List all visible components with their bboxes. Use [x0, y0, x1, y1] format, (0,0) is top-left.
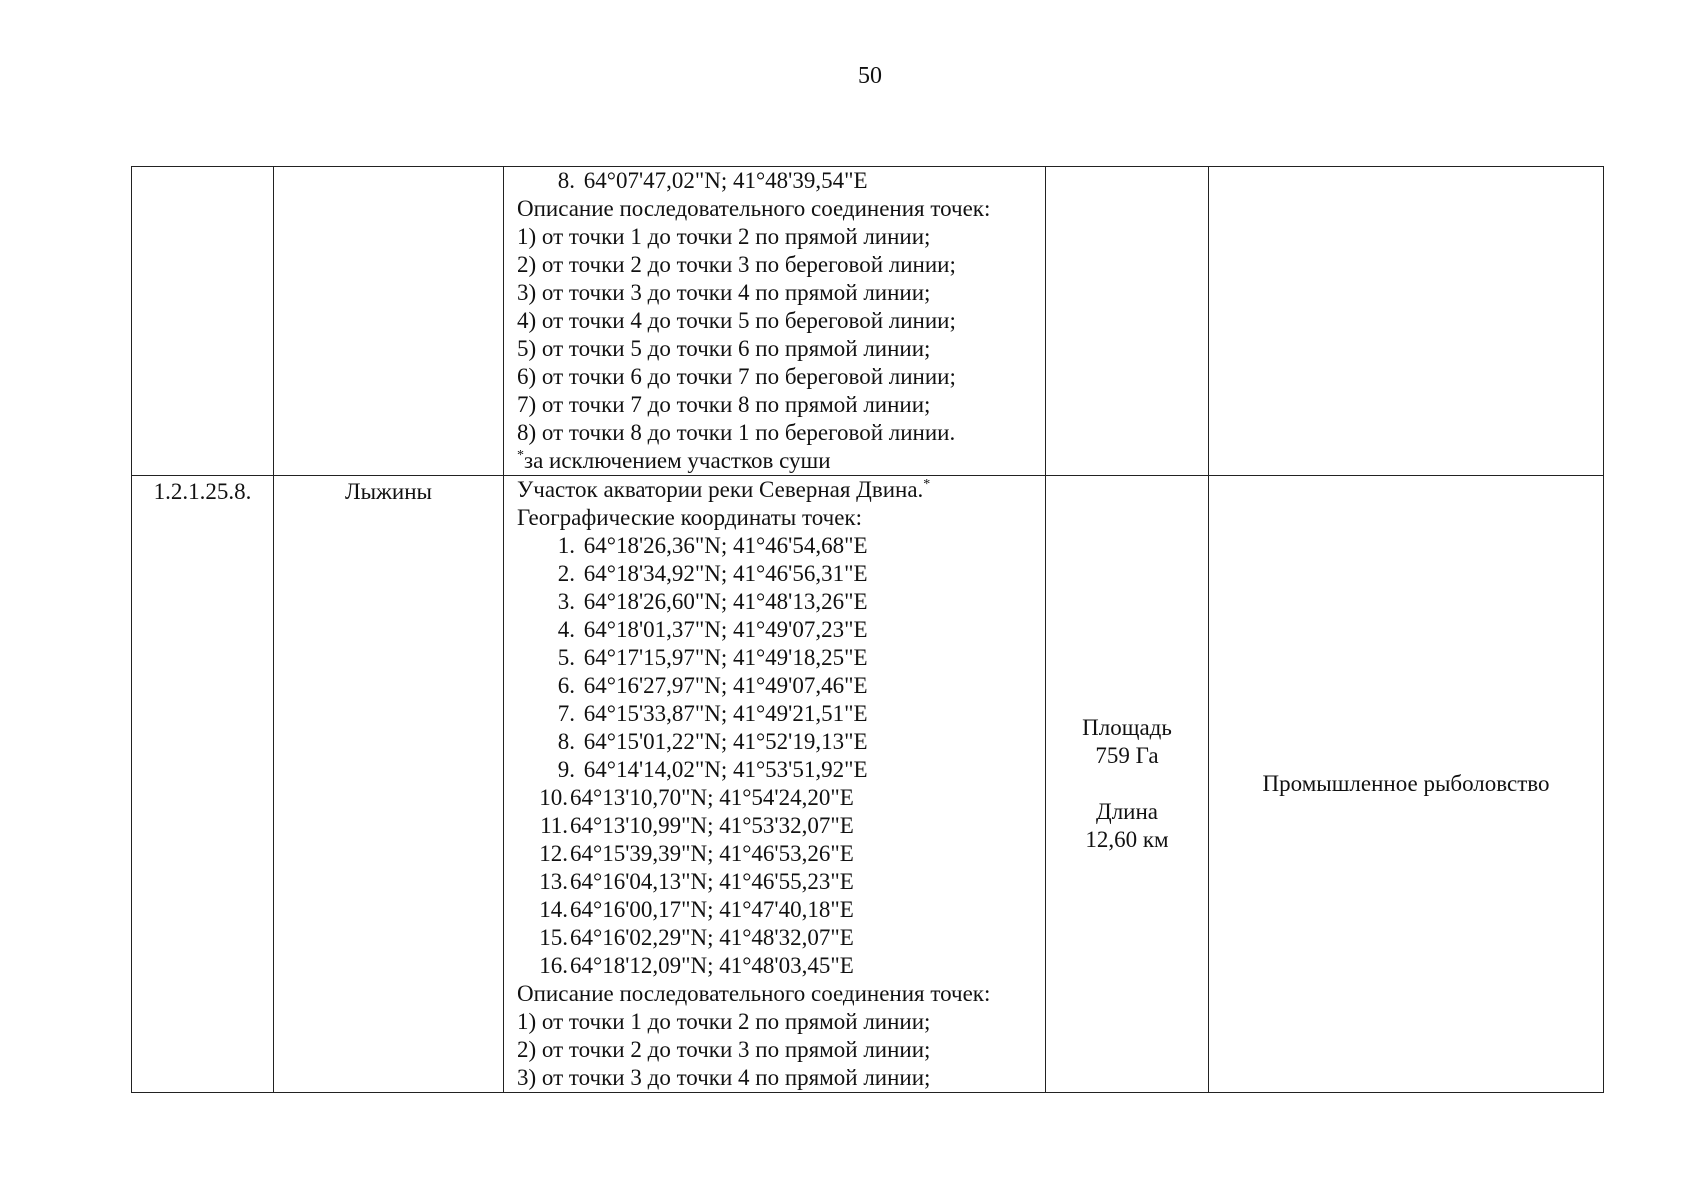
coordinate-value: 64°15'39,39"N; 41°46'53,26"E: [570, 841, 854, 866]
coordinate-index: 10.: [539, 785, 568, 810]
connection-title: Описание последовательного соединения точек:: [517, 196, 991, 221]
page-number: 50: [858, 63, 882, 89]
area-label: Площадь: [1082, 715, 1172, 740]
coordinate-value: 64°07'47,02"N; 41°48'39,54"E: [583, 168, 868, 193]
coordinate-value: 64°18'12,09"N; 41°48'03,45"E: [570, 953, 854, 978]
coordinate-index: 3.: [557, 589, 575, 614]
coordinate-value: 64°18'26,60"N; 41°48'13,26"E: [583, 589, 868, 614]
connection-item: 5) от точки 5 до точки 6 по прямой линии;: [517, 336, 931, 361]
coordinate-index: 16.: [539, 953, 568, 978]
coordinate-item: [517, 588, 1041, 616]
length-label: Длина: [1096, 799, 1158, 824]
coordinate-index: 15.: [539, 925, 568, 950]
coordinate-index: 14.: [539, 897, 568, 922]
coordinate-item: [517, 616, 1041, 644]
coordinate-value: 64°13'10,99"N; 41°53'32,07"E: [570, 813, 854, 838]
table-row-continuation: [132, 167, 1604, 476]
area-value: 759 Га: [1095, 743, 1159, 768]
coordinate-value: 64°17'15,97"N; 41°49'18,25"E: [583, 645, 868, 670]
area-number-cell: 1.2.1.25.8.: [132, 476, 274, 1093]
area-title-mark: *: [923, 477, 931, 492]
coordinate-index: 2.: [557, 561, 575, 586]
connection-item: 8) от точки 8 до точки 1 по береговой линии.: [517, 420, 956, 445]
length-value: 12,60 км: [1085, 827, 1169, 852]
coordinate-item: [517, 952, 1041, 980]
coordinates-title: Географические координаты точек:: [517, 505, 862, 530]
coordinate-value: 64°18'01,37"N; 41°49'07,23"E: [583, 617, 868, 642]
coordinate-item: [517, 167, 1041, 195]
connection-item: 3) от точки 3 до точки 4 по прямой линии;: [517, 1065, 931, 1090]
coordinate-item: [517, 560, 1041, 588]
area-name-cell: Лыжины: [274, 476, 504, 1093]
area-size-cell: [1046, 167, 1209, 476]
connection-item: 6) от точки 6 до точки 7 по береговой линии;: [517, 364, 956, 389]
coordinate-item: [517, 672, 1041, 700]
connection-item: 1) от точки 1 до точки 2 по прямой линии;: [517, 224, 931, 249]
area-name-cell: [274, 167, 504, 476]
coordinate-index: 5.: [557, 645, 575, 670]
area-title: [517, 476, 1041, 504]
coordinate-value: 64°16'04,13"N; 41°46'55,23"E: [570, 869, 854, 894]
coordinate-index: 9.: [557, 757, 575, 782]
area-purpose-cell: [1209, 167, 1604, 476]
footnote: [517, 447, 1041, 475]
coordinate-item: [517, 840, 1041, 868]
connection-item: 2) от точки 2 до точки 3 по береговой линии;: [517, 252, 956, 277]
coordinate-index: 13.: [539, 869, 568, 894]
coordinate-item: [517, 644, 1041, 672]
coordinate-value: 64°15'01,22"N; 41°52'19,13"E: [583, 729, 868, 754]
fishing-areas-table: [131, 166, 1604, 1093]
area-number-cell: [132, 167, 274, 476]
area-description-cell: [504, 167, 1046, 476]
connection-item: 3) от точки 3 до точки 4 по прямой линии;: [517, 280, 931, 305]
table-row-lyzhiny: [132, 476, 1604, 1093]
coordinate-value: 64°16'27,97"N; 41°49'07,46"E: [583, 673, 868, 698]
connection-item: 7) от точки 7 до точки 8 по прямой линии;: [517, 392, 931, 417]
coordinate-index: 12.: [539, 841, 568, 866]
coordinate-index: 8.: [557, 168, 575, 193]
coordinate-item: [517, 532, 1041, 560]
connection-item: 1) от точки 1 до точки 2 по прямой линии;: [517, 1009, 931, 1034]
coordinate-item: [517, 728, 1041, 756]
coordinate-item: [517, 756, 1041, 784]
coordinate-value: 64°16'02,29"N; 41°48'32,07"E: [570, 925, 854, 950]
coordinate-index: 11.: [540, 813, 568, 838]
coordinate-value: 64°14'14,02"N; 41°53'51,92"E: [583, 757, 868, 782]
coordinate-value: 64°15'33,87"N; 41°49'21,51"E: [583, 701, 868, 726]
size-spacer: [1046, 770, 1208, 798]
footnote-mark: *: [517, 448, 524, 463]
connection-item: 4) от точки 4 до точки 5 по береговой линии;: [517, 308, 956, 333]
coordinate-index: 7.: [557, 701, 575, 726]
area-purpose-cell: Промышленное рыболовство: [1209, 476, 1604, 1093]
coordinate-index: 8.: [557, 729, 575, 754]
coordinate-index: 4.: [557, 617, 575, 642]
footnote-text: за исключением участков суши: [524, 448, 831, 473]
coordinate-item: [517, 868, 1041, 896]
area-title-text: Участок акватории реки Северная Двина.: [517, 477, 924, 502]
coordinate-item: [517, 896, 1041, 924]
area-description-cell: [504, 476, 1046, 1093]
coordinate-value: 64°18'26,36"N; 41°46'54,68"E: [583, 533, 868, 558]
coordinate-item: [517, 784, 1041, 812]
coordinate-item: [517, 924, 1041, 952]
coordinate-item: [517, 700, 1041, 728]
connection-title: Описание последовательного соединения точек:: [517, 981, 991, 1006]
coordinate-index: 6.: [557, 673, 575, 698]
area-size-cell: [1046, 476, 1209, 1093]
coordinate-item: [517, 812, 1041, 840]
coordinate-index: 1.: [557, 533, 575, 558]
coordinate-value: 64°13'10,70"N; 41°54'24,20"E: [570, 785, 854, 810]
coordinate-value: 64°16'00,17"N; 41°47'40,18"E: [570, 897, 854, 922]
connection-item: 2) от точки 2 до точки 3 по прямой линии;: [517, 1037, 931, 1062]
coordinate-value: 64°18'34,92"N; 41°46'56,31"E: [583, 561, 868, 586]
